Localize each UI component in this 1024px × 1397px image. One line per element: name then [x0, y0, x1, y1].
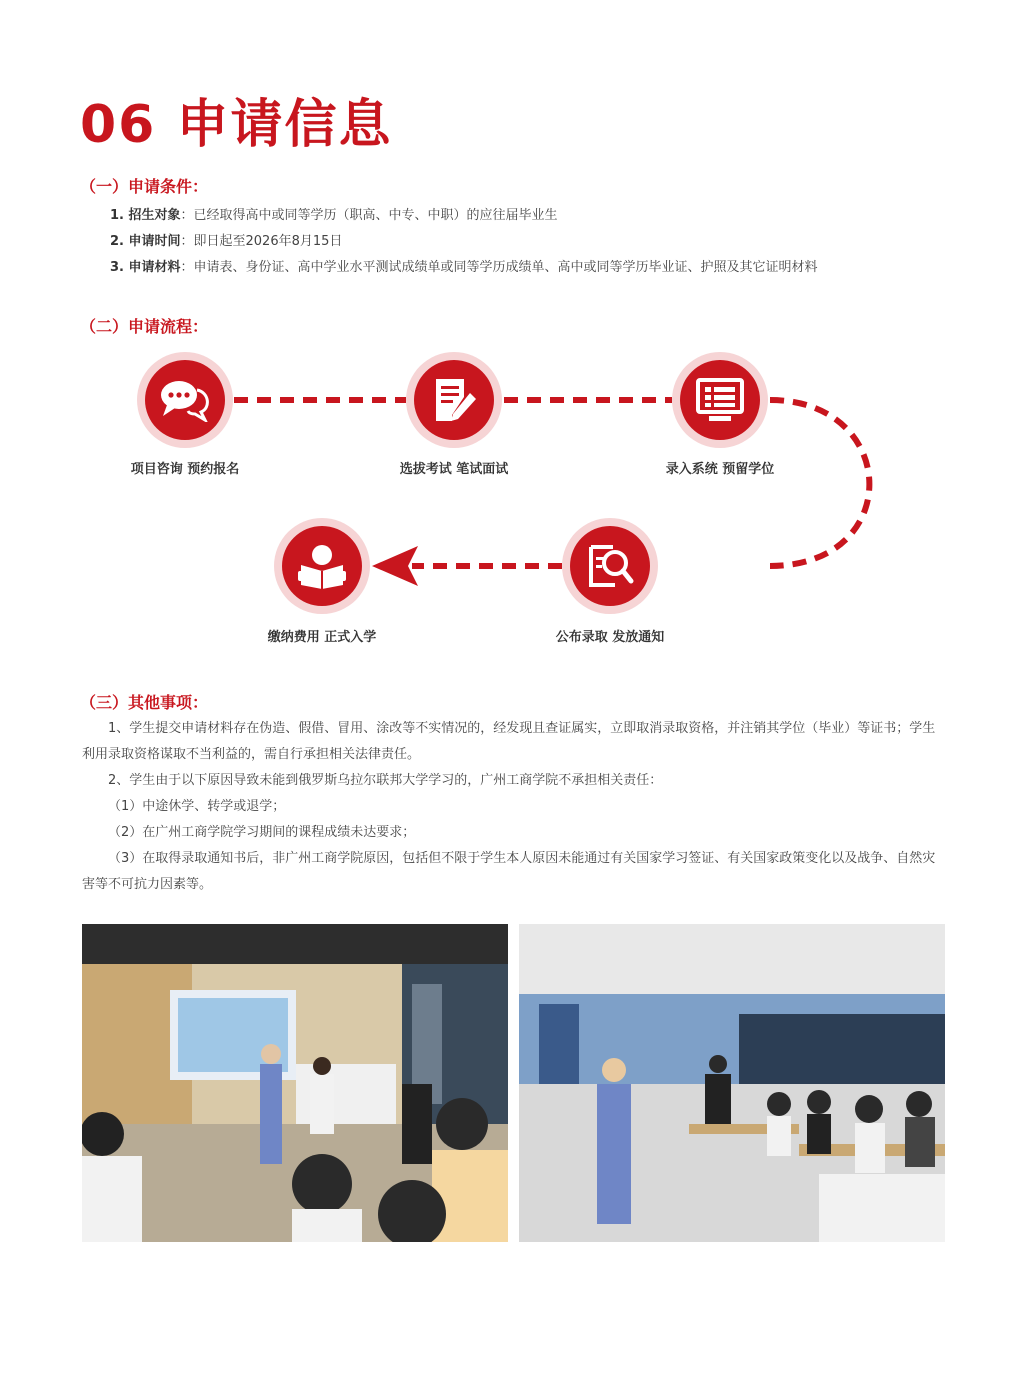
condition-text: ：申请表、身份证、高中学业水平测试成绩单或同等学历成绩单、高中或同等学历毕业证、护照及其它证明材料 — [180, 260, 818, 275]
condition-text: ：已经取得高中或同等学历（职高、中专、中职）的应往届毕业生 — [180, 208, 558, 223]
step-3-circle — [672, 352, 768, 448]
note-paragraph: （1）中途休学、转学或退学； — [108, 799, 286, 814]
step-3-label: 录入系统 预留学位 — [665, 462, 775, 477]
chat-bubbles-icon — [159, 378, 211, 422]
process-flow — [0, 340, 1024, 670]
search-document-icon — [585, 541, 635, 591]
step-5-label: 缴纳费用 正式入学 — [267, 630, 377, 645]
condition-text: ：即日起至2026年8月15日 — [180, 234, 343, 249]
section-heading-process: （二）申请流程： — [80, 317, 209, 336]
classroom-photo-left — [82, 924, 508, 1242]
step-2-circle — [406, 352, 502, 448]
student-reading-icon — [297, 541, 347, 591]
step-4-circle — [562, 518, 658, 614]
other-notes — [82, 716, 944, 898]
note-paragraph: 1、学生提交申请材料存在伪造、假借、冒用、涂改等不实情况的，经发现且查证属实，立即取消录取资格，并注销其学位（毕业）等证书；学生利用录取资格谋取不当利益的，需自行承担相关法律责任。 — [82, 721, 936, 762]
step-1-label: 项目咨询 预约报名 — [130, 462, 240, 477]
conditions-list — [110, 203, 818, 281]
condition-item — [110, 203, 818, 229]
note-paragraph: 2、学生由于以下原因导致未能到俄罗斯乌拉尔联邦大学学习的，广州工商学院不承担相关责任： — [108, 773, 663, 788]
note-paragraph: （2）在广州工商学院学习期间的课程成绩未达要求； — [108, 825, 416, 840]
condition-label: 1. 招生对象 — [110, 208, 181, 223]
document-pen-icon — [430, 375, 478, 425]
classroom-photo-right — [519, 924, 945, 1242]
computer-screen-icon — [695, 377, 745, 423]
step-1-circle — [137, 352, 233, 448]
section-heading-other: （三）其他事项： — [80, 693, 209, 712]
condition-label: 3. 申请材料 — [110, 260, 181, 275]
step-4-label: 公布录取 发放通知 — [555, 630, 665, 645]
condition-label: 2. 申请时间 — [110, 234, 181, 249]
step-2-label: 选拔考试 笔试面试 — [399, 462, 509, 477]
condition-item — [110, 255, 818, 281]
condition-item — [110, 229, 818, 255]
step-5-circle — [274, 518, 370, 614]
note-paragraph: （3）在取得录取通知书后，非广州工商学院原因，包括但不限于学生本人原因未能通过有关国家学习签证、有关国家政策变化以及战争、自然灾害等不可抗力因素等。 — [82, 851, 936, 892]
section-heading-conditions: （一）申请条件： — [80, 177, 209, 196]
page-title: 06 申请信息 — [80, 95, 393, 155]
flow-arrowhead — [372, 546, 418, 586]
